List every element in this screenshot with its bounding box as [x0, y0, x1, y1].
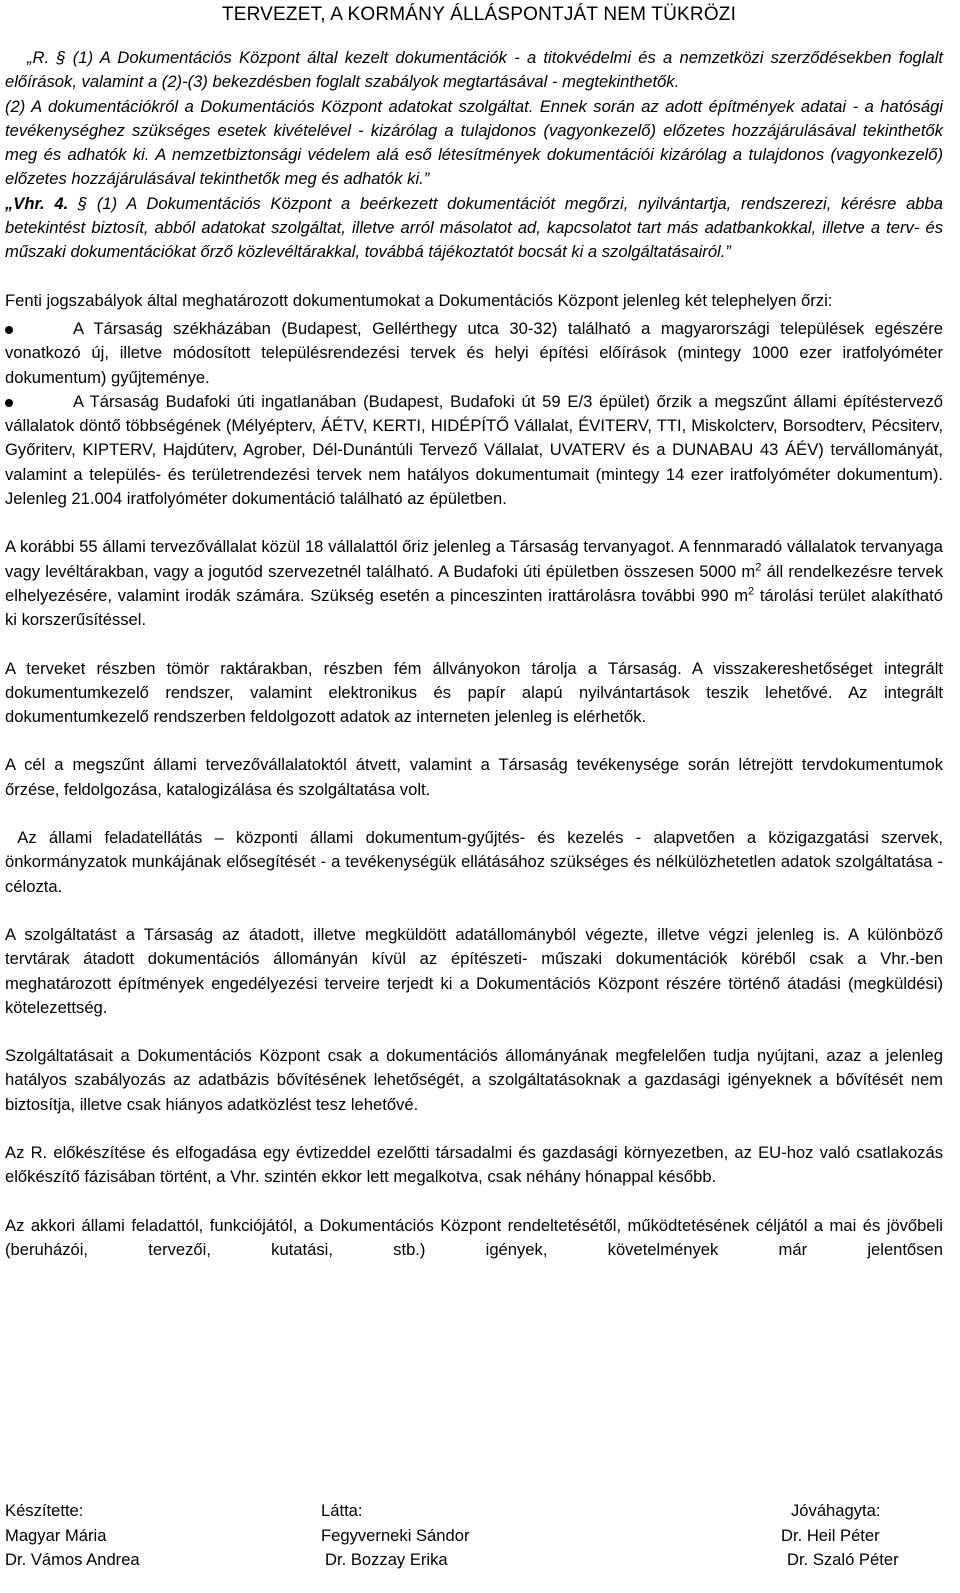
list-item-text: A Társaság Budafoki úti ingatlanában (Budapest, Budafoki út 59 E/3 épület) őrzik a megszűnt állami építéstervező vállalatok döntő többségének (Mélyépterv, ÁÉTV, KERTI, HIDÉPÍTŐ Vállalat, ÉVITERV, TTI, Miskolcterv, Borsodterv, Pécsiterv, Győriterv, KIPTERV, Hajdúterv, Agrober, Dél-Dunántúli Tervező Vállalat, UVATERV és a DUNABAU 43 ÁÉV) tervállományát, valamint a település- és területrendezési tervek nem hatályos dokumentumait (mintegy 14 ezer iratfolyóméter dokumentum). Jelenleg 21.004 iratfolyóméter dokumentáció található az épületben.	[5, 391, 943, 509]
history-paragraph: Az R. előkészítése és elfogadása egy évtizeddel ezelőtti társadalmi és gazdasági környezetben, az EU-hoz való csatlakozás előkészítő fázisában történt, a Vhr. szintén ekkor lett megalkotva, csak néhány hónappal később.	[5, 1142, 943, 1187]
goal-paragraph: A cél a megszűnt állami tervezővállalatoktól átvett, valamint a Társaság tevékenysége során létrejött tervdokumentumok őrzése, feldolgozása, katalogizálása és szolgáltatása volt.	[5, 755, 943, 799]
page-header: TERVEZET, A KORMÁNY ÁLLÁSPONTJÁT NEM TÜKRÖZI	[221, 4, 737, 25]
signature-name: Magyar Mária	[5, 1525, 107, 1545]
signature-name: Fegyverneki Sándor	[321, 1525, 470, 1545]
list-item	[5, 317, 943, 390]
signature-label: Készítette:	[5, 1501, 84, 1520]
bullet-icon	[5, 399, 13, 407]
companies-text-3: tárolási terület alakítható ki korszerűsítéssel.	[5, 585, 943, 630]
state-task-paragraph: Az állami feladatellátás – központi állami dokumentum-gyűjtés- és kezelés - alapvetően a közigazgatási szervek, önkormányzatok munkájának elősegítését - a tevékenységük ellátásához szükséges és nélkülözhetetlen adatok szolgáltatása - célozta.	[5, 828, 948, 896]
companies-paragraph	[5, 535, 943, 632]
signature-prepared	[5, 1499, 140, 1573]
storage-paragraph: A terveket részben tömör raktárakban, részben fém állványokon tárolja a Társaság. A visszakereshetőséget integrált dokumentumkezelő rendszer, valamint elektronikus és papír alapú nyilvántartások teszik lehetővé. Az integrált dokumentumkezelő rendszerben feldolgozott adatok az interneten jelenleg is elérhetők.	[5, 658, 943, 727]
signature-name: Dr. Heil Péter	[781, 1525, 880, 1545]
signature-seen	[321, 1499, 470, 1573]
service-paragraph: A szolgáltatást a Társaság az átadott, illetve megküldött adatállományból végezte, illetve végzi jelenleg is. A különböző tervtárak átadott dokumentációs állományán kívül az építészeti- műszaki dokumentációk köréből csak a Vhr.-ben meghatározott építmények engedélyezési terveire terjedt ki a Dokumentációs Központ részére történő átadási (megküldési) kötelezettség.	[5, 924, 943, 1017]
list-item	[5, 390, 943, 511]
quote-vhr-prefix: „Vhr. 4.	[5, 193, 69, 213]
companies-text-1: A korábbi 55 állami tervezővállalat közül 18 vállalattól őriz jelenleg a Társaság tervanyagot. A fennmaradó vállalatok tervanyaga vagy levéltárakban, vagy a jogutód szervezetnél található. A Budafoki úti épületben összesen 5000 m	[5, 537, 943, 581]
database-paragraph: Szolgáltatásait a Dokumentációs Központ csak a dokumentációs állományának megfelelően tudja nyújtani, azaz a jelenleg hatályos szabályozás az adatbázis bővítésének lehetőségét, a szolgáltatásoknak a gazdasági igényeknek a bővítését nem biztosítja, illetve csak hiányos adatközlést tesz lehetővé.	[5, 1046, 943, 1114]
companies-text-2: áll rendelkezésre tervek elhelyezésére, valamint irodák számára. Szükség esetén a pinceszinten irattárolásra további 990 m	[5, 561, 943, 605]
sites-list	[5, 317, 943, 511]
list-item-text: A Társaság székházában (Budapest, Gellérthegy utca 30-32) található a magyarországi települések egészére vonatkozó új, illetve módosított településrendezési tervek és helyi építési előírások (mintegy 1000 ezer iratfolyóméter dokumentum) gyűjteménye.	[5, 318, 943, 387]
last-paragraph: Az akkori állami feladattól, funkciójától, a Dokumentációs Központ rendeltetésétől, működtetésének céljától a mai és jövőbeli (beruházói, tervezői, kutatási, stb.) igények, követelmények már jelentősen	[5, 1215, 943, 1259]
signature-name: Dr. Bozzay Erika	[325, 1550, 448, 1569]
sites-intro-paragraph: Fenti jogszabályok által meghatározott dokumentumokat a Dokumentációs Központ jelenleg két telephelyen őrzi:	[5, 290, 833, 310]
quote-paragraph-2: (2) A dokumentációkról a Dokumentációs Központ adatokat szolgáltat. Ennek során az adott építmények adatai - a hatósági tevékenységhez szükséges esetek kivételével - kizárólag a tulajdonos (vagyonkezelő) előzetes hozzájárulásával tekinthetők meg és adhatók ki. A nemzetbiztonsági védelem alá eső létesítmények dokumentációi kizárólag a tulajdonos (vagyonkezelő) előzetes hozzájárulásával tekinthetők meg és adhatók ki.”	[5, 96, 943, 189]
signature-label: Látta:	[321, 1501, 363, 1520]
quote-vhr-paragraph	[5, 192, 943, 265]
bullet-icon	[5, 326, 13, 334]
quote-r-paragraph: „R. § (1) A Dokumentációs Központ által kezelt dokumentációk - a titokvédelmi és a nemzetközi szerződésekben foglalt előírások, valamint a (2)-(3) bekezdésben foglalt szabályok megtartásával - megtekinthetők.	[5, 48, 943, 92]
signature-approved	[781, 1499, 899, 1573]
signature-name: Dr. Szaló Péter	[787, 1550, 899, 1569]
superscript: 2	[755, 561, 762, 574]
quoted-regulation	[5, 46, 943, 265]
signature-name: Dr. Vámos Andrea	[5, 1550, 140, 1569]
signature-label: Jóváhagyta:	[791, 1501, 881, 1520]
document-page	[5, 0, 948, 1262]
superscript: 2	[748, 585, 755, 598]
quote-vhr-text: § (1) A Dokumentációs Központ a beérkezett dokumentációt megőrzi, nyilvántartja, rendszerezi, kérésre abba betekintést biztosít, abból adatokat szolgáltat, illetve arról másolatot ad, kapcsolatot tart más adatbankokkal, illetve a terv- és műszaki dokumentációkat őrző közlevéltárakkal, továbbá tájékoztatót bocsát ki a szolgáltatásairól.”	[5, 193, 943, 262]
